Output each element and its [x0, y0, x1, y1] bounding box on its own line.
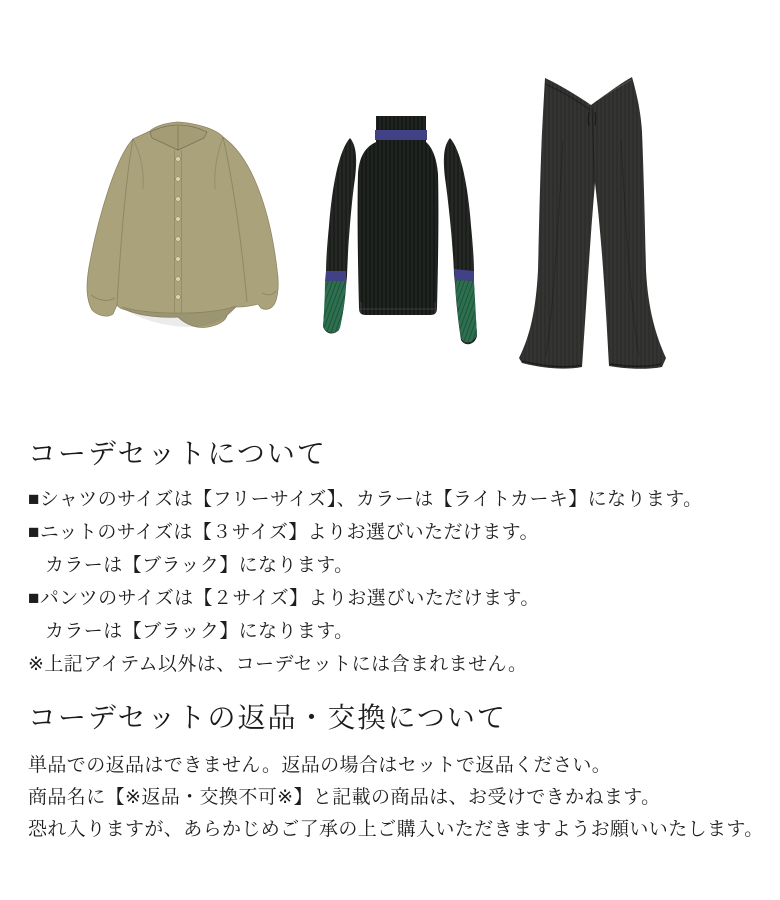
text-line-return-apology: 恐れ入りますが、あらかじめご了承の上ご購入いただきますようお願いいたします。 [28, 819, 764, 840]
section-coordinate-set [28, 437, 772, 681]
black-knit-top-image [315, 116, 485, 348]
text-line-return-rule: 単品での返品はできません。返品の場合はセットで返品ください。 [28, 755, 612, 776]
text-line-set-note: ※上記アイテム以外は、コーデセットには含まれません。 [28, 654, 528, 675]
text-line-pants-color: カラーは【ブラック】になります。 [45, 621, 354, 642]
text-line-knit-size: ■ニットのサイズは【３サイズ】よりお選びいただけます。 [28, 522, 539, 543]
light-khaki-shirt-image [86, 117, 283, 337]
section-returns-body [28, 750, 772, 846]
black-ribbed-pants-image [518, 70, 668, 372]
product-gallery [0, 0, 780, 420]
text-line-return-exception: 商品名に【※返品・交換不可※】と記載の商品は、お受けできかねます。 [28, 787, 661, 808]
text-line-shirt-size: ■シャツのサイズは【フリーサイズ】、カラーは【ライトカーキ】になります。 [28, 489, 703, 510]
section-coordinate-set-heading: コーデセットについて [28, 438, 327, 469]
section-returns-heading: コーデセットの返品・交換について [28, 702, 507, 733]
section-returns-exchanges [28, 701, 772, 846]
section-coordinate-set-body [28, 483, 772, 681]
text-line-pants-size: ■パンツのサイズは【２サイズ】よりお選びいただけます。 [28, 588, 540, 609]
text-line-knit-color: カラーは【ブラック】になります。 [45, 555, 354, 576]
